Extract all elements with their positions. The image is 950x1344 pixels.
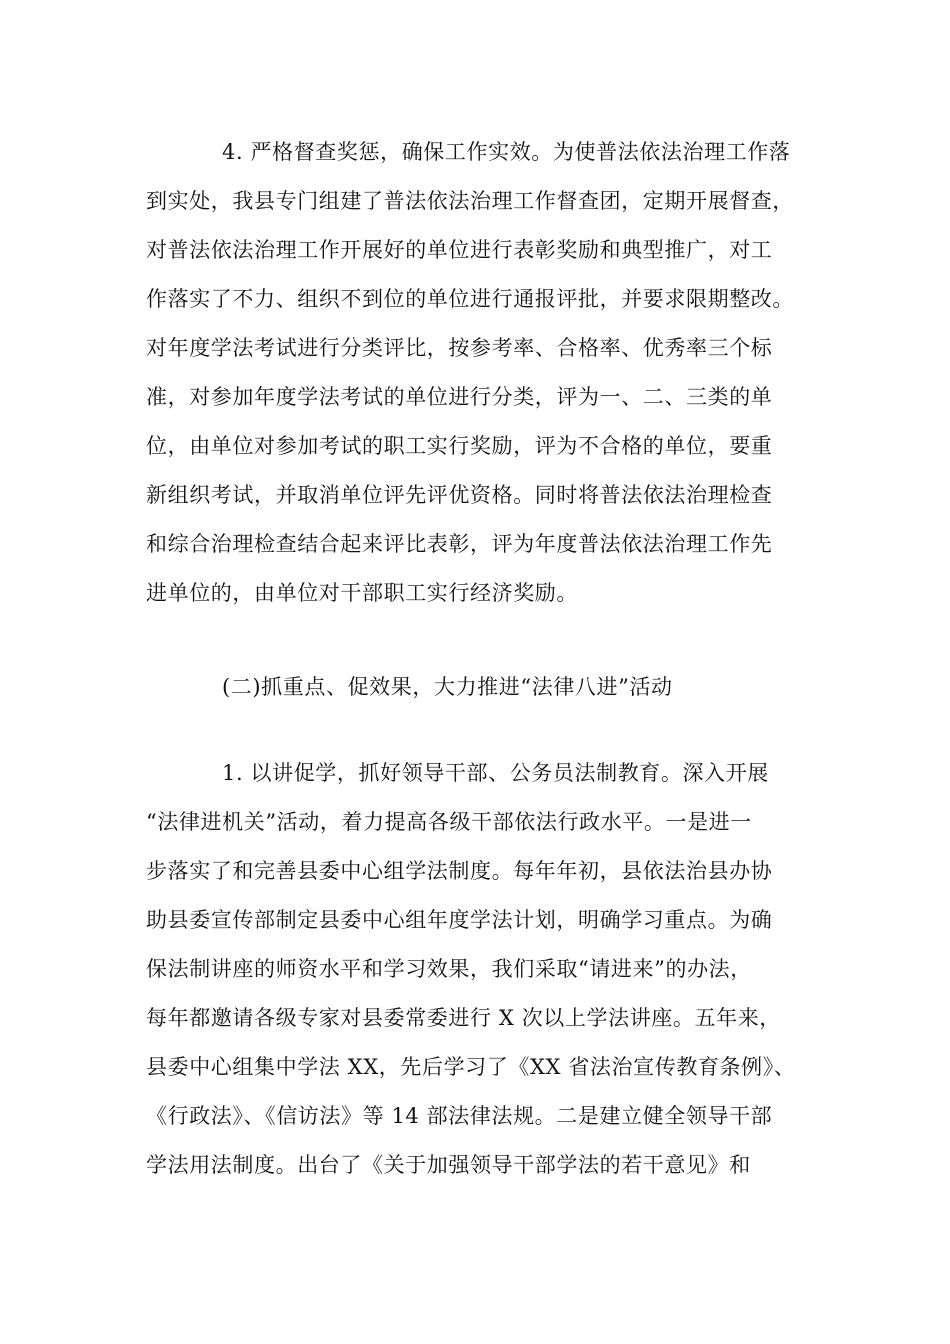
paragraph-line: 进单位的，由单位对干部职工实行经济奖励。: [146, 581, 578, 605]
paragraph-supervision-rewards: [146, 128, 826, 618]
paragraph-line: 位，由单位对参加考试的职工实行奖励，评为不合格的单位，要重: [146, 434, 773, 458]
paragraph-line: 助县委宣传部制定县委中心组年度学法计划，明确学习重点。为确: [146, 908, 773, 932]
paragraph-line: 保法制讲座的师资水平和学习效果，我们采取“请进来”的办法，: [146, 957, 752, 981]
paragraph-line: “法律进机关”活动，着力提高各级干部依法行政水平。一是进一: [146, 810, 752, 834]
paragraph-leadership-education: [146, 749, 826, 1190]
paragraph-line: 4. 严格督查奖惩，确保工作实效。为使普法依法治理工作落: [222, 140, 791, 164]
paragraph-line: 对普法依法治理工作开展好的单位进行表彰奖励和典型推广，对工: [146, 238, 773, 262]
section-heading: (二)抓重点、促效果，大力推进“法律八进”活动: [222, 675, 673, 699]
paragraph-line: 作落实了不力、组织不到位的单位进行通报评批，并要求限期整改。: [146, 287, 794, 311]
paragraph-line: 1. 以讲促学，抓好领导干部、公务员法制教育。深入开展: [222, 761, 769, 785]
paragraph-line: 《行政法》、《信访法》等 14 部法律法规。二是建立健全领导干部: [146, 1104, 773, 1128]
paragraph-line: 和综合治理检查结合起来评比表彰，评为年度普法依法治理工作先: [146, 532, 773, 556]
paragraph-line: 准，对参加年度学法考试的单位进行分类，评为一、二、三类的单: [146, 385, 773, 409]
paragraph-line: 学法用法制度。出台了《关于加强领导干部学法的若干意见》和: [146, 1153, 751, 1177]
paragraph-line: 步落实了和完善县委中心组学法制度。每年年初，县依法治县办协: [146, 859, 773, 883]
paragraph-line: 到实处，我县专门组建了普法依法治理工作督查团，定期开展督查，: [146, 189, 794, 213]
paragraph-line: 新组织考试，并取消单位评先评优资格。同时将普法依法治理检查: [146, 483, 773, 507]
paragraph-line: 每年都邀请各级专家对县委常委进行 X 次以上学法讲座。五年来，: [146, 1006, 781, 1030]
paragraph-line: 对年度学法考试进行分类评比，按参考率、合格率、优秀率三个标: [146, 336, 773, 360]
paragraph-line: 县委中心组集中学法 XX，先后学习了《XX 省法治宣传教育条例》、: [146, 1055, 796, 1079]
